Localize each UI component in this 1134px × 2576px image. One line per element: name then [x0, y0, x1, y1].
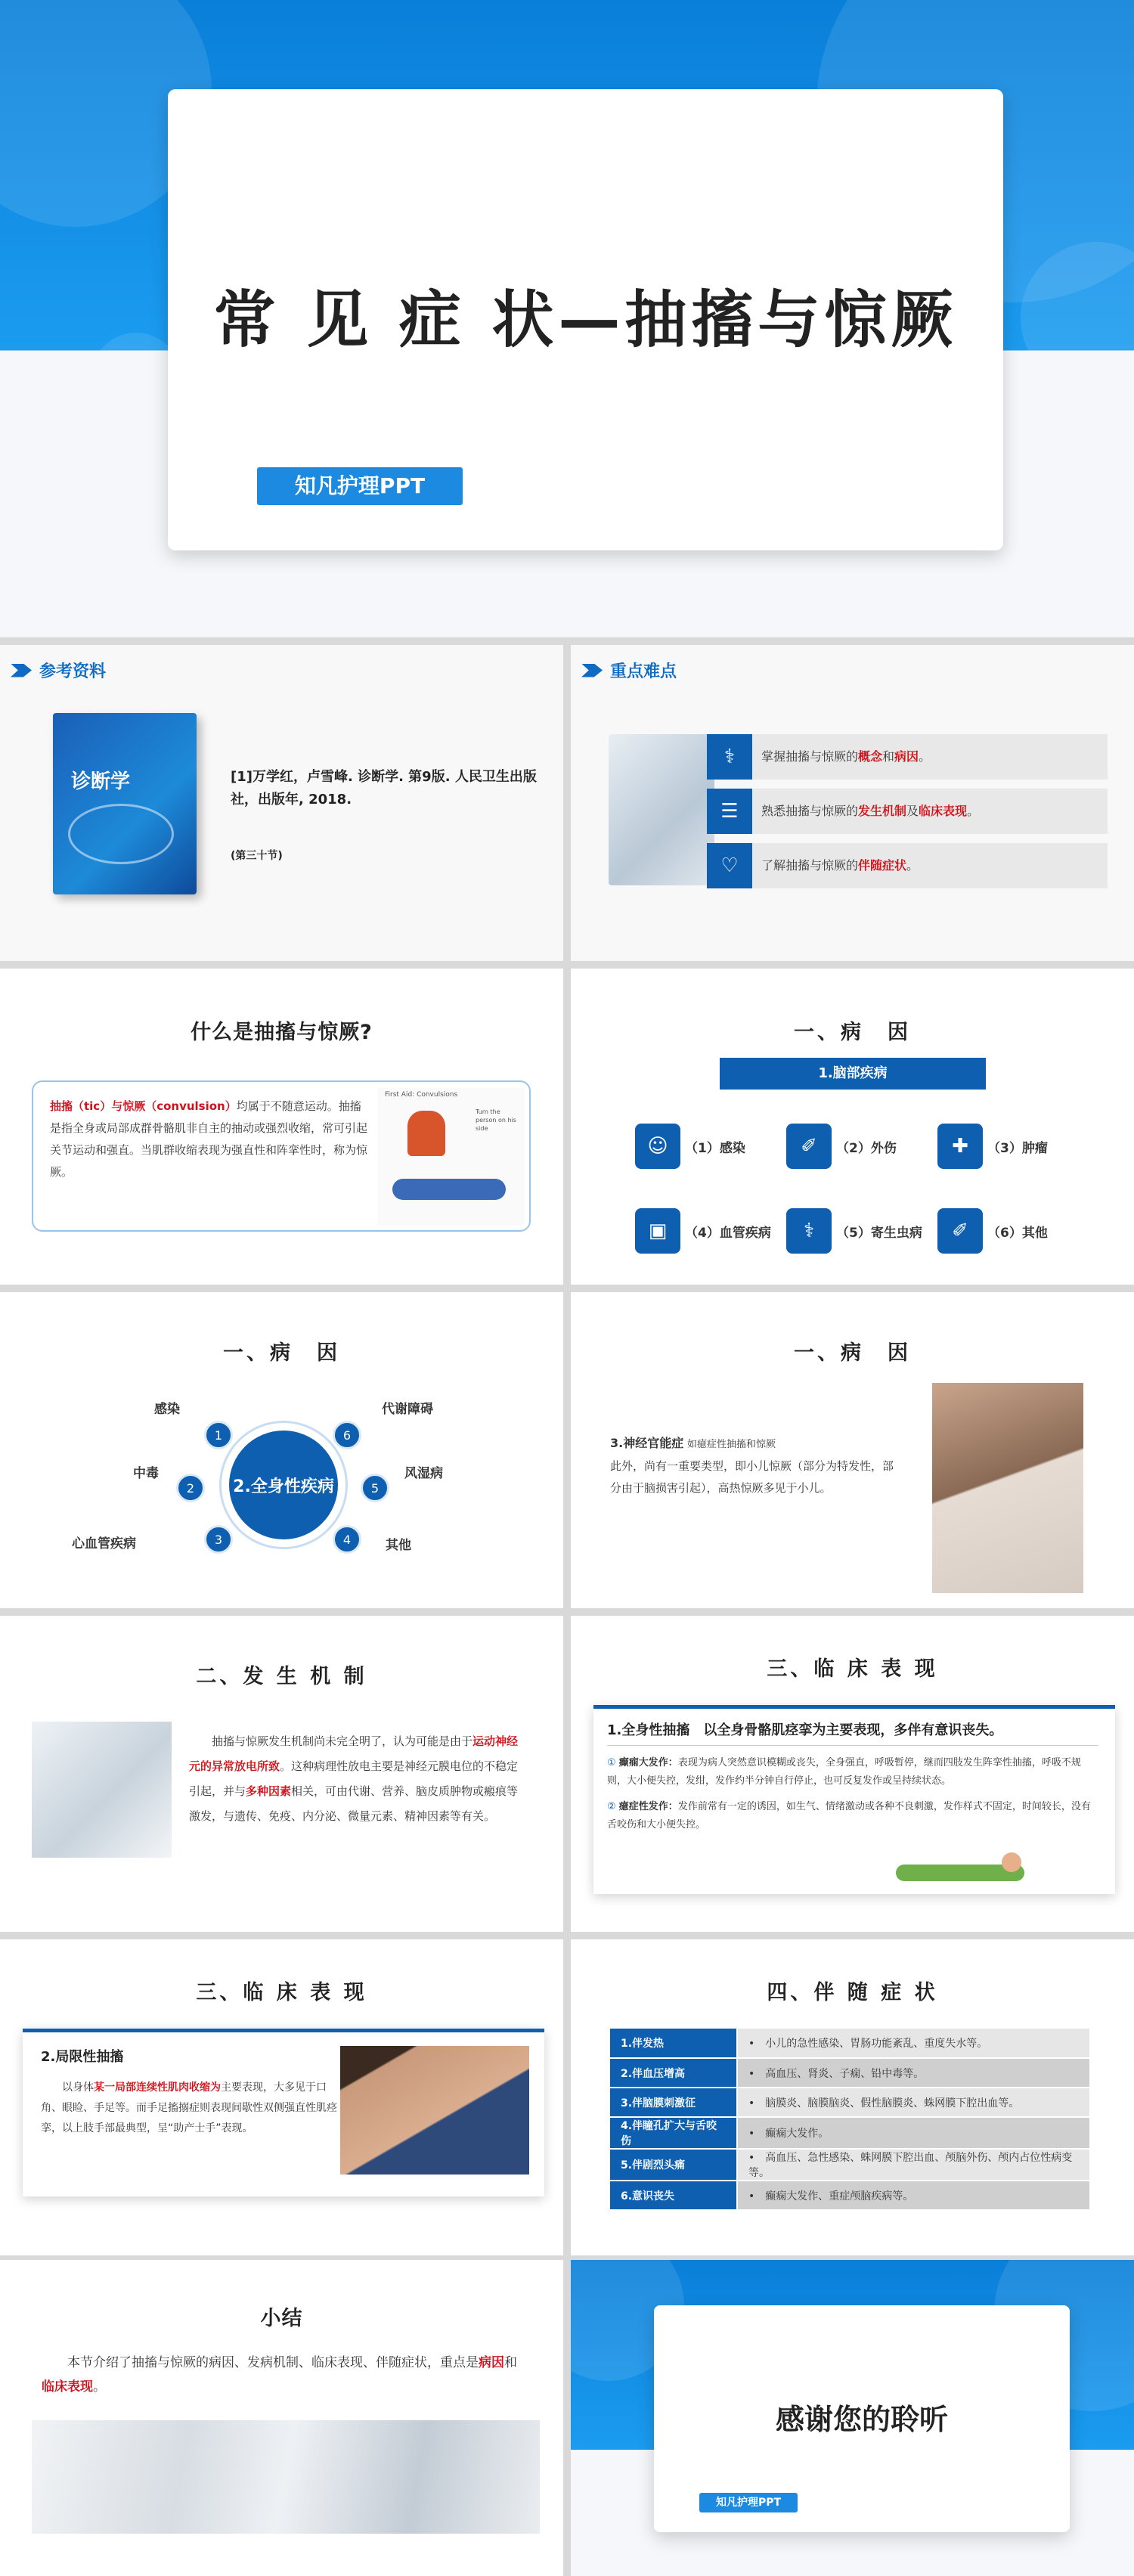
section-header: [11, 659, 106, 682]
thanks-title: 感谢您的聆听: [775, 2403, 948, 2436]
local-card: [23, 2029, 544, 2196]
definition-box: [32, 1080, 531, 1232]
clinical-item-2: ② 癔症性发作：发作前常有一定的诱因，如生气、情绪激动或各种不良刺激，发作样式不固定，时间较长，没有舌咬伤和大小便失控。: [607, 1801, 1091, 1830]
arrow-icon: [11, 664, 32, 677]
cause-label: 心血管疾病: [72, 1536, 136, 1551]
item-text: 发作前常有一定的诱因，如生气、情绪激动或各种不良刺激，发作样式不固定，时间较长，没有舌咬伤和大小便失控。: [607, 1801, 1091, 1830]
symptom-key: 4.伴瞳孔扩大与舌咬伤: [610, 2117, 737, 2149]
cause-label: 代谢障碍: [382, 1402, 433, 1417]
keypoint-text: 熟悉抽搐与惊厥的发生机制及临床表现。: [761, 804, 980, 818]
book-cover: [53, 713, 197, 894]
citation-text: [1]万学红，卢雪峰. 诊断学. 第9版. 人民卫生出版社，出版年, 2018.: [231, 769, 537, 808]
cause-number-badge: 5: [361, 1474, 389, 1502]
mechanism-body-1: 抽搐与惊厥发生机制尚未完全明了，认为可能是由于: [212, 1734, 473, 1748]
mechanism-highlight-1: 运动神经元的异常放电所致: [189, 1734, 519, 1773]
slide-title: 四、伴 随 症 状: [767, 1981, 938, 2004]
symptom-key: 1.伴发热: [610, 2029, 737, 2058]
definition-highlight: 抽搐（tic）与惊厥（convulsion）: [50, 1099, 237, 1113]
local-highlight: 某一局部连续性肌肉收缩为: [94, 2082, 221, 2094]
mechanism-body-3: 相关，可由代谢、营养、脑皮质肿物或瘢痕等激发，与遗传、免疫、内分泌、微量元素、精神因素等有关。: [189, 1784, 519, 1823]
cause-label: 感染: [154, 1402, 180, 1417]
slide-thanks: [571, 2260, 1134, 2576]
symptom-key: 3.伴脑膜刺激征: [610, 2088, 737, 2117]
slide-title: 什么是抽搐与惊厥?: [191, 1021, 373, 1044]
slide-definition: [0, 969, 563, 1285]
slide-cause-neuro: [571, 1292, 1134, 1608]
mechanism-text: [189, 1729, 529, 1829]
heart-icon: ♡: [707, 843, 752, 888]
local-heading: 2.局限性抽搐: [41, 2049, 124, 2065]
table-row: [610, 2058, 1089, 2088]
cause-label: 其他: [386, 1538, 411, 1553]
local-body-2: 主要表现，大多见于口角、眼睑、手足等。而手足搐搦症则表现间歇性双侧强直性肌痉挛，以上肢手部最典型，呈“助产士手”表现。: [41, 2082, 337, 2134]
definition-body: 均属于不随意运动。抽搐是指全身或局部成群骨骼肌非自主的抽动或强烈收缩，常可引起关节运动和强直。当肌群收缩表现为强直性和阵挛性时，称为惊厥。: [50, 1099, 368, 1179]
slide-clinical-local: [0, 1939, 563, 2255]
center-label: 2.全身性疾病: [233, 1477, 334, 1496]
person-icon: ☺: [635, 1124, 680, 1169]
doctor-photo: [609, 734, 714, 885]
head-figure: [1002, 1852, 1021, 1872]
keypoint-text: 了解抽搐与惊厥的伴随症状。: [761, 858, 919, 873]
neuro-body: 此外，尚有一重要类型，即小儿惊厥（部分为特发性，部分由于脑损害引起），高热惊厥多见于小儿。: [610, 1459, 894, 1495]
syringe-icon: ✐: [937, 1208, 983, 1254]
slide-mechanism: [0, 1616, 563, 1932]
table-row: [610, 2181, 1089, 2210]
symptom-key: 5.伴剧烈头痛: [610, 2149, 737, 2181]
mechanism-body-2: 。这种病理性放电主要是神经元膜电位的不稳定引起，并与: [189, 1759, 519, 1798]
table-row: [610, 2088, 1089, 2117]
item-label: 癔症性发作：: [618, 1801, 678, 1812]
cover-swirl: [68, 804, 174, 864]
neuro-heading: 3.神经官能症: [610, 1436, 684, 1450]
slide-cause-brain: [571, 969, 1134, 1285]
cause-label: （5）寄生虫病: [836, 1226, 922, 1241]
symptom-key: 2.伴血压增高: [610, 2058, 737, 2088]
slide-title: 一、病 因: [794, 1341, 911, 1365]
definition-text: [50, 1096, 367, 1183]
symptom-value: • 小儿的急性感染、胃肠功能紊乱、重度失水等。: [737, 2029, 1089, 2058]
ambulance-icon: ▣: [635, 1208, 680, 1254]
first-aid-illustration: [377, 1088, 525, 1226]
item-text: 表现为病人突然意识模糊或丧失，全身强直，呼吸暂停，继而四肢发生阵挛性抽搐，呼吸不规则，大小便失控，发绀，发作约半分钟自行停止，也可反复发作或呈持续状态。: [607, 1757, 1081, 1787]
cause-label: 中毒: [133, 1466, 159, 1481]
cause-number-badge: 1: [204, 1421, 233, 1449]
symptom-value: • 高血压、急性感染、蛛网膜下腔出血、颅脑外伤、颅内占位性病变等。: [737, 2149, 1089, 2181]
clinical-item-1: ① 癫痫大发作：表现为病人突然意识模糊或丧失，全身强直，呼吸暂停，继而四肢发生阵挛性抽搐，呼吸不规则，大小便失控，发绀，发作约半分钟自行停止，也可反复发作或呈持续状态。: [607, 1757, 1081, 1787]
thanks-card: [654, 2305, 1070, 2532]
cause-number-badge: 2: [176, 1474, 205, 1502]
patient-figure: [392, 1179, 506, 1200]
cause-label: （3）肿瘤: [987, 1141, 1048, 1156]
summary-text: [42, 2351, 525, 2399]
cause-label: 风湿病: [404, 1466, 443, 1481]
cause-label: （1）感染: [685, 1141, 745, 1156]
item-label: 癫痫大发作：: [618, 1757, 678, 1768]
slide-title: 二、发 生 机 制: [196, 1665, 367, 1688]
cause-number-badge: 6: [333, 1421, 361, 1449]
seizure-illustration: [888, 1846, 1040, 1892]
symptom-value: • 脑膜炎、脑膜脑炎、假性脑膜炎、蛛网膜下腔出血等。: [737, 2088, 1089, 2117]
summary-end: 。: [93, 2379, 106, 2395]
slide-keypoints: [571, 645, 1134, 961]
arrow-icon: [581, 664, 603, 677]
slide-title: 三、临 床 表 现: [196, 1981, 367, 2004]
meeting-photo: [32, 2420, 540, 2534]
doctor-icon: ⚕: [786, 1208, 832, 1254]
illustration-caption: First Aid: Convulsions: [385, 1091, 458, 1099]
summary-highlight-2: 临床表现: [42, 2379, 93, 2395]
clipboard-icon: ☰: [707, 789, 752, 834]
table-row: [610, 2029, 1089, 2058]
book-cover-title: 诊断学: [71, 770, 131, 793]
divider: [607, 1745, 1098, 1746]
section-header-label: 重点难点: [610, 662, 677, 681]
slide-summary: [0, 2260, 563, 2576]
clinical-card: [593, 1705, 1115, 1894]
slide-title: 一、病 因: [223, 1341, 340, 1365]
cause-label: （6）其他: [987, 1226, 1048, 1241]
illustration-note: Turn the person on his side: [476, 1108, 516, 1132]
neuro-sub: 如癔症性抽搐和惊厥: [687, 1439, 776, 1450]
slide-accompany: [571, 1939, 1134, 2255]
symptom-table: [610, 2029, 1089, 2211]
section-header-label: 参考资料: [39, 662, 107, 681]
category-banner: 1.脑部疾病: [720, 1058, 986, 1090]
neuro-text: [610, 1432, 897, 1499]
slide-references: [0, 645, 563, 961]
cause-label: （2）外伤: [836, 1141, 897, 1156]
rescuer-figure: [407, 1111, 445, 1156]
table-row: [610, 2117, 1089, 2149]
cause-number-badge: 4: [333, 1525, 361, 1554]
symptom-key: 6.意识丧失: [610, 2181, 737, 2210]
doctor-icon: ⚕: [707, 734, 752, 780]
slide-clinical-general: [571, 1616, 1134, 1932]
brand-tag: 知凡护理PPT: [699, 2493, 798, 2512]
table-row: [610, 2149, 1089, 2181]
medical-photo: [32, 1722, 172, 1858]
cause-label: （4）血管疾病: [685, 1226, 771, 1241]
symptom-value: • 癫痫大发作。: [737, 2117, 1089, 2149]
title-slide: [0, 0, 1134, 637]
medkit-icon: ✚: [937, 1124, 983, 1169]
summary-body: 本节介绍了抽搐与惊厥的病因、发病机制、临床表现、伴随症状，重点是: [67, 2355, 479, 2370]
summary-highlight-1: 病因: [479, 2355, 504, 2370]
summary-joiner: 和: [504, 2355, 517, 2370]
symptom-value: • 癫痫大发作、重症颅脑疾病等。: [737, 2181, 1089, 2210]
cause-number-badge: 3: [204, 1525, 233, 1554]
slide-cause-systemic: [0, 1292, 563, 1608]
keypoint-item: [707, 734, 1108, 780]
clinical-heading: 1.全身性抽搐 以全身骨骼肌痉挛为主要表现，多伴有意识丧失。: [607, 1722, 1003, 1738]
section-header: [581, 659, 677, 682]
keypoint-item: [707, 843, 1108, 888]
section-note: (第三十节): [231, 850, 283, 862]
neck-pain-photo: [340, 2046, 529, 2175]
page-title: 常 见 症 状—抽搐与惊厥: [213, 284, 958, 356]
brand-tag: 知凡护理PPT: [257, 467, 463, 505]
keypoint-text: 掌握抽搐与惊厥的概念和病因。: [761, 749, 931, 764]
title-card: [168, 89, 1003, 550]
slide-title: 三、临 床 表 现: [767, 1657, 938, 1681]
syringe-icon: ✐: [786, 1124, 832, 1169]
symptom-value: • 高血压、肾炎、子痫、铅中毒等。: [737, 2058, 1089, 2088]
slide-title: 一、病 因: [794, 1021, 911, 1044]
slide-title: 小结: [260, 2307, 303, 2330]
local-body-1: 以身体: [62, 2082, 94, 2094]
center-circle: [229, 1431, 338, 1539]
mechanism-highlight-2: 多种因素: [246, 1784, 292, 1798]
local-text: [41, 2078, 343, 2139]
woman-photo: [932, 1383, 1083, 1593]
keypoint-item: [707, 789, 1108, 834]
